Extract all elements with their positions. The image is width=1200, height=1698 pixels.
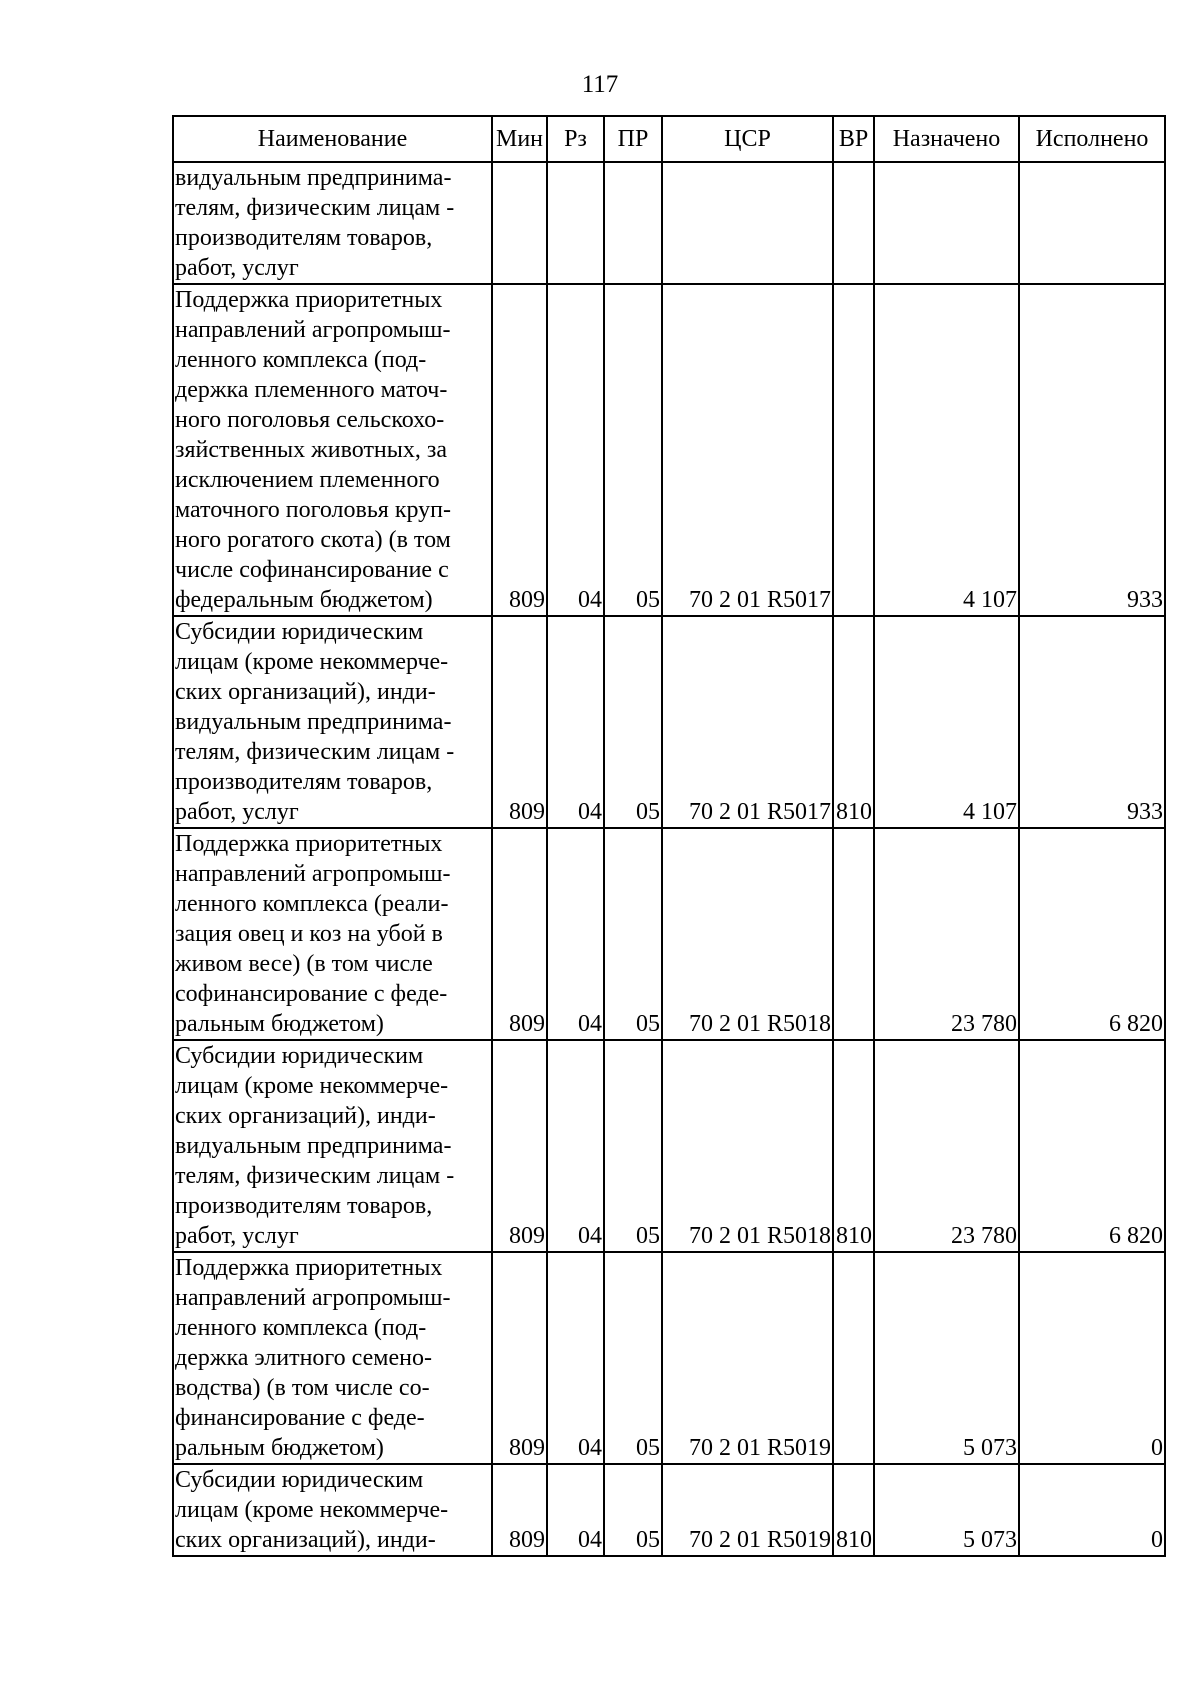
cell-name <box>173 1252 492 1464</box>
name-line: производителям товаров, <box>175 225 433 251</box>
cell-executed: 933 <box>1019 284 1165 616</box>
cell-csr: 70 2 01 R5018 <box>662 828 833 1040</box>
cell-min: 809 <box>492 828 547 1040</box>
cell-planned: 4 107 <box>874 284 1019 616</box>
name-line: лицам (кроме некоммерче- <box>175 1073 449 1099</box>
cell-executed <box>1019 162 1165 284</box>
cell-pr: 05 <box>604 828 662 1040</box>
cell-rz: 04 <box>547 1040 604 1252</box>
name-line: ских организаций), инди- <box>175 1103 436 1129</box>
name-line: числе софинансирование с <box>175 557 449 583</box>
cell-rz: 04 <box>547 828 604 1040</box>
name-line: исключением племенного <box>175 467 440 493</box>
name-line: работ, услуг <box>175 255 299 281</box>
header-row <box>173 116 1165 162</box>
cell-csr: 70 2 01 R5018 <box>662 1040 833 1252</box>
cell-planned: 4 107 <box>874 616 1019 828</box>
page-number: 117 <box>581 71 619 98</box>
cell-csr: 70 2 01 R5019 <box>662 1252 833 1464</box>
cell-name <box>173 1464 492 1556</box>
header-csr: ЦСР <box>662 116 833 162</box>
name-line: видуальным предпринима- <box>175 709 452 735</box>
cell-planned: 23 780 <box>874 1040 1019 1252</box>
cell-name <box>173 284 492 616</box>
table-row <box>173 828 1165 1040</box>
name-line: производителям товаров, <box>175 769 433 795</box>
cell-name <box>173 1040 492 1252</box>
table-row <box>173 1040 1165 1252</box>
name-line: направлений агропромыш- <box>175 1285 451 1311</box>
cell-planned: 5 073 <box>874 1464 1019 1556</box>
name-line: ленного комплекса (под- <box>175 1315 427 1341</box>
name-line: держка племенного маточ- <box>175 377 448 403</box>
name-line: зяйственных животных, за <box>175 437 448 463</box>
cell-vr <box>833 828 874 1040</box>
name-line: Субсидии юридическим <box>175 1043 424 1069</box>
table-row <box>173 162 1165 284</box>
cell-min: 809 <box>492 1040 547 1252</box>
cell-rz: 04 <box>547 616 604 828</box>
name-line: ленного комплекса (под- <box>175 347 427 373</box>
table-row <box>173 284 1165 616</box>
name-line: зация овец и коз на убой в <box>175 921 443 947</box>
name-line: производителям товаров, <box>175 1193 433 1219</box>
header-rz: Рз <box>547 116 604 162</box>
cell-rz <box>547 162 604 284</box>
cell-vr: 810 <box>833 616 874 828</box>
name-line: телям, физическим лицам - <box>175 195 455 221</box>
cell-rz: 04 <box>547 1464 604 1556</box>
cell-pr: 05 <box>604 616 662 828</box>
name-line: работ, услуг <box>175 799 299 825</box>
cell-name <box>173 616 492 828</box>
name-line: видуальным предпринима- <box>175 165 452 191</box>
cell-pr: 05 <box>604 284 662 616</box>
name-line: ральным бюджетом) <box>175 1435 384 1461</box>
header-vr: ВР <box>833 116 874 162</box>
cell-pr: 05 <box>604 1464 662 1556</box>
cell-csr: 70 2 01 R5017 <box>662 284 833 616</box>
budget-table <box>172 115 1166 1557</box>
name-line: ральным бюджетом) <box>175 1011 384 1037</box>
name-line: видуальным предпринима- <box>175 1133 452 1159</box>
cell-rz: 04 <box>547 1252 604 1464</box>
header-executed: Исполнено <box>1019 116 1165 162</box>
name-line: софинансирование с феде- <box>175 981 448 1007</box>
name-line: Поддержка приоритетных <box>175 1255 443 1281</box>
cell-min: 809 <box>492 1252 547 1464</box>
name-line: лицам (кроме некоммерче- <box>175 649 449 675</box>
cell-name <box>173 828 492 1040</box>
cell-executed: 0 <box>1019 1464 1165 1556</box>
name-line: Поддержка приоритетных <box>175 831 443 857</box>
table-row <box>173 616 1165 828</box>
cell-vr: 810 <box>833 1464 874 1556</box>
header-min: Мин <box>492 116 547 162</box>
cell-vr <box>833 1252 874 1464</box>
name-line: Субсидии юридическим <box>175 619 424 645</box>
name-line: маточного поголовья круп- <box>175 497 452 523</box>
name-line: направлений агропромыш- <box>175 861 451 887</box>
table-body <box>173 162 1165 1556</box>
cell-vr: 810 <box>833 1040 874 1252</box>
name-line: Субсидии юридическим <box>175 1467 424 1493</box>
name-line: ного рогатого скота) (в том <box>175 527 451 553</box>
name-line: живом весе) (в том числе <box>175 951 433 977</box>
cell-min: 809 <box>492 616 547 828</box>
name-line: финансирование с феде- <box>175 1405 425 1431</box>
name-line: ленного комплекса (реали- <box>175 891 449 917</box>
cell-min: 809 <box>492 284 547 616</box>
name-line: телям, физическим лицам - <box>175 1163 455 1189</box>
name-line: работ, услуг <box>175 1223 299 1249</box>
cell-csr: 70 2 01 R5017 <box>662 616 833 828</box>
cell-executed: 6 820 <box>1019 828 1165 1040</box>
cell-pr: 05 <box>604 1252 662 1464</box>
cell-pr: 05 <box>604 1040 662 1252</box>
table-row <box>173 1252 1165 1464</box>
cell-rz: 04 <box>547 284 604 616</box>
cell-csr: 70 2 01 R5019 <box>662 1464 833 1556</box>
cell-executed: 6 820 <box>1019 1040 1165 1252</box>
cell-min: 809 <box>492 1464 547 1556</box>
cell-planned: 5 073 <box>874 1252 1019 1464</box>
name-line: федеральным бюджетом) <box>175 587 433 613</box>
cell-planned: 23 780 <box>874 828 1019 1040</box>
cell-planned <box>874 162 1019 284</box>
name-line: Поддержка приоритетных <box>175 287 443 313</box>
header-pr: ПР <box>604 116 662 162</box>
cell-executed: 0 <box>1019 1252 1165 1464</box>
cell-vr <box>833 284 874 616</box>
table-row <box>173 1464 1165 1556</box>
cell-pr <box>604 162 662 284</box>
header-planned: Назначено <box>874 116 1019 162</box>
cell-vr <box>833 162 874 284</box>
name-line: держка элитного семено- <box>175 1345 432 1371</box>
name-line: ного поголовья сельскохо- <box>175 407 445 433</box>
name-line: водства) (в том числе со- <box>175 1375 430 1401</box>
name-line: лицам (кроме некоммерче- <box>175 1497 449 1523</box>
name-line: направлений агропромыш- <box>175 317 451 343</box>
name-line: ских организаций), инди- <box>175 679 436 705</box>
name-line: ских организаций), инди- <box>175 1527 436 1553</box>
cell-csr <box>662 162 833 284</box>
table-header <box>173 116 1165 162</box>
name-line: телям, физическим лицам - <box>175 739 455 765</box>
cell-executed: 933 <box>1019 616 1165 828</box>
cell-name <box>173 162 492 284</box>
cell-min <box>492 162 547 284</box>
header-name: Наименование <box>173 116 492 162</box>
